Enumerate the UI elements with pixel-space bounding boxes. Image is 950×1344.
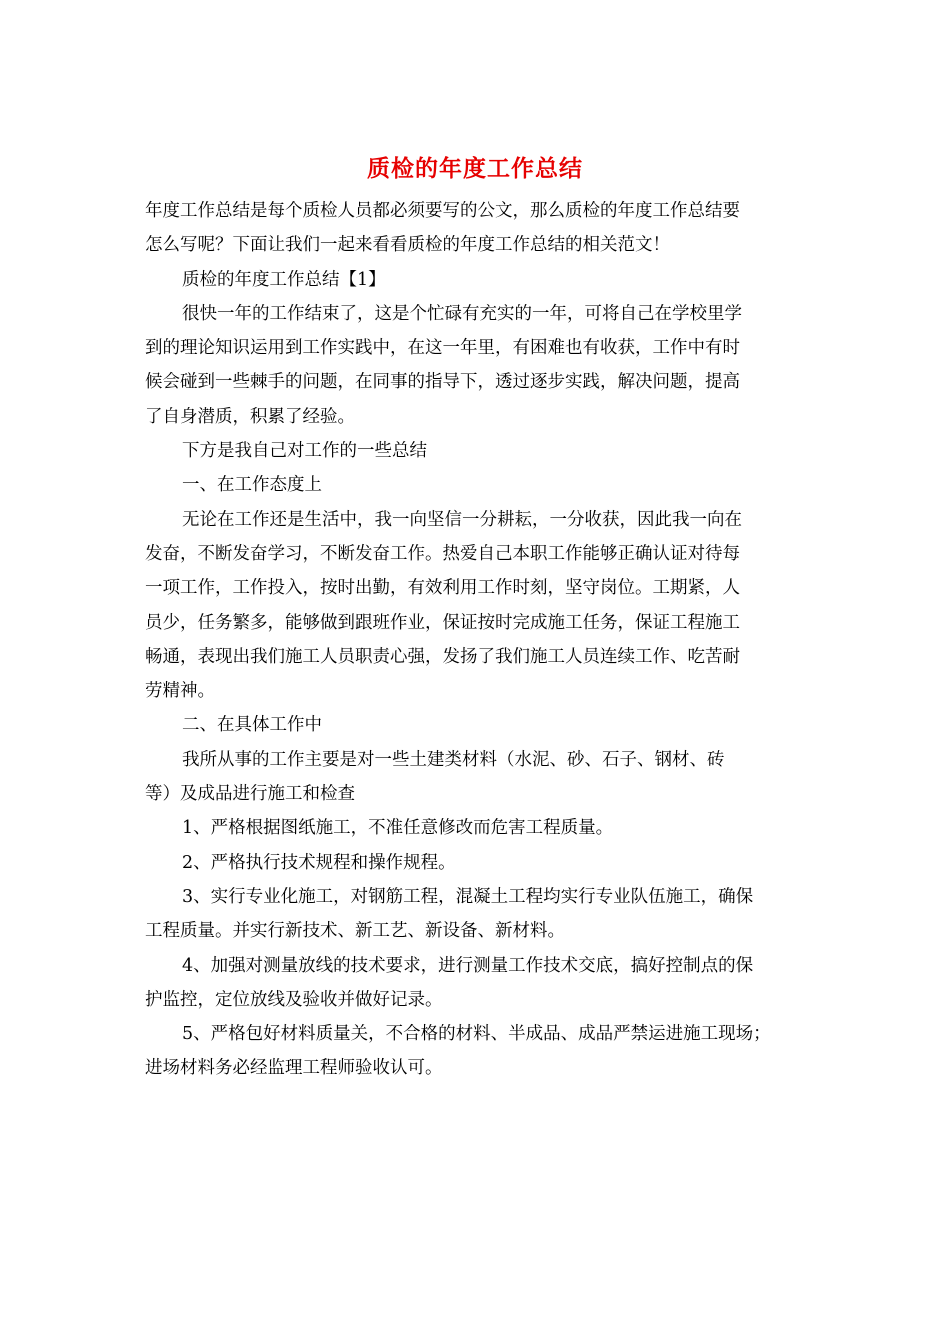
- text-line: 二、在具体工作中: [182, 715, 322, 736]
- text-line: 5、严格包好材料质量关，不合格的材料、半成品、成品严禁运进施工现场；: [182, 1024, 771, 1045]
- text-line: 我所从事的工作主要是对一些土建类材料（水泥、砂、石子、钢材、砖: [182, 749, 725, 770]
- text-line: 2、严格执行技术规程和操作规程。: [182, 852, 456, 873]
- text-line: 了自身潜质，积累了经验。: [145, 406, 355, 427]
- text-line: 劳精神。: [145, 681, 215, 702]
- text-line: 很快一年的工作结束了，这是个忙碌有充实的一年，可将自己在学校里学: [182, 303, 742, 324]
- text-line: 发奋，不断发奋学习，不断发奋工作。热爱自己本职工作能够正确认证对待每: [145, 543, 740, 564]
- text-line: 4、加强对测量放线的技术要求，进行测量工作技术交底，搞好控制点的保: [182, 955, 754, 976]
- text-line: 年度工作总结是每个质检人员都必须要写的公文，那么质检的年度工作总结要: [145, 201, 740, 221]
- text-line: 畅通，表现出我们施工人员职责心强，发扬了我们施工人员连续工作、吃苦耐: [145, 646, 740, 667]
- text-line: 怎么写呢？下面让我们一起来看看质检的年度工作总结的相关范文！: [145, 235, 670, 256]
- text-line: 1、严格根据图纸施工，不准任意修改而危害工程质量。: [182, 818, 614, 839]
- document-body: [145, 194, 810, 1086]
- text-line: 质检的年度工作总结【1】: [182, 269, 386, 290]
- text-line: 到的理论知识运用到工作实践中，在这一年里，有困难也有收获，工作中有时: [145, 338, 740, 359]
- text-line: 一、在工作态度上: [182, 475, 322, 496]
- text-line: 下方是我自己对工作的一些总结: [182, 441, 427, 462]
- text-line: 工程质量。并实行新技术、新工艺、新设备、新材料。: [145, 921, 565, 942]
- text-line: 等）及成品进行施工和检查: [145, 784, 355, 805]
- text-line: 员少，任务繁多，能够做到跟班作业，保证按时完成施工任务，保证工程施工: [145, 612, 740, 633]
- text-line: 一项工作，工作投入，按时出勤，有效利用工作时刻，坚守岗位。工期紧，人: [145, 578, 740, 599]
- text-line: 护监控，定位放线及验收并做好记录。: [145, 989, 443, 1010]
- text-line: 无论在工作还是生活中，我一向坚信一分耕耘，一分收获，因此我一向在: [182, 509, 742, 530]
- text-line: 候会碰到一些棘手的问题，在同事的指导下，透过逐步实践，解决问题，提高: [145, 372, 740, 393]
- text-line: 进场材料务必经监理工程师验收认可。: [145, 1058, 443, 1079]
- document-title: 质检的年度工作总结: [367, 155, 583, 182]
- text-line: 3、实行专业化施工，对钢筋工程，混凝土工程均实行专业队伍施工，确保: [182, 886, 754, 907]
